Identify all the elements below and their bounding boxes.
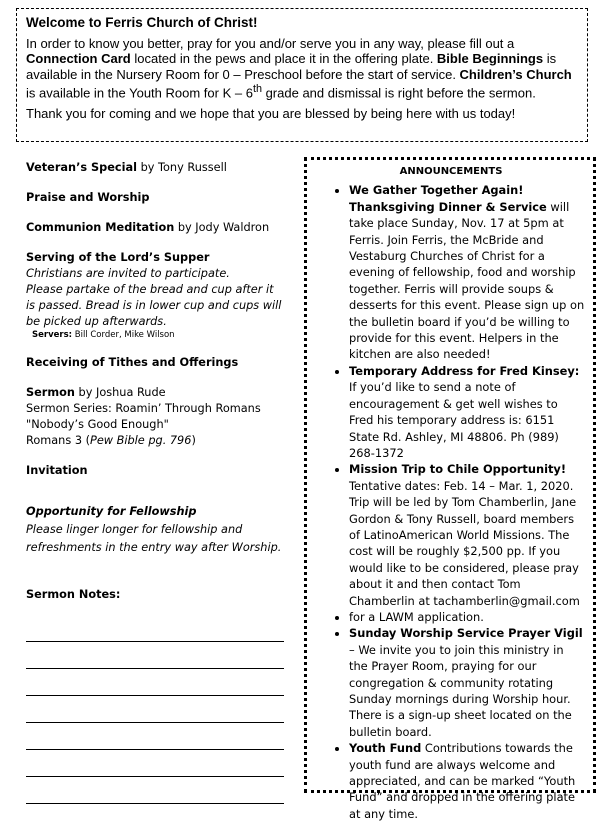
welcome-box [16, 8, 588, 142]
announcement-thanksgiving: • We Gather Together Again! Thanksgiving Dinner & Service will take place Sunday, Nov. 17 at 5pm at Ferris. Join Ferris, the McBride and Vestaburg Churches of Christ for a evening of fellowship, food and worship together. Ferris will provide soups & desserts for this event. Please sign up on the bulletin board if you’d be willing to provide for this event. Helpers in the kitchen are also needed! [349, 182, 585, 362]
lords-supper [26, 250, 284, 341]
sermon-series: Sermon Series: Roamin’ Through Romans [26, 402, 261, 415]
fellowship-text: Please linger longer for fellowship and refreshments in the entry way after Worship. [26, 523, 282, 554]
note-line [26, 750, 284, 777]
communion-meditation: Communion Meditation by Jody Waldron [26, 221, 270, 234]
announcement-lawm: • for a LAWM application. [349, 609, 585, 625]
scripture: Romans 3 (Pew Bible pg. 796) [26, 434, 196, 447]
welcome-paragraph: In order to know you better, pray for you and/or serve you in any way, please fill out a Connection Card located in the pews and place it in the offering plate. Bible Beginnings is available in the Nursery Room for 0 – Preschool before the start of service. Children’s Church is available in the Youth Room for K – 6th grade and dismissal is right before the sermon. [26, 35, 572, 101]
sermon-notes [26, 587, 284, 804]
note-line [26, 777, 284, 804]
sermon-title: "Nobody’s Good Enough" [26, 418, 169, 431]
announcements-heading: ANNOUNCEMENTS [399, 166, 503, 177]
announcement-youth-fund: • Youth Fund Contributions towards the youth fund are always welcome and appreciated, and can be marked “Youth Fund” and dropped in the offering plate at any time. [349, 740, 585, 822]
veterans-special: Veteran’s Special by Tony Russell [26, 161, 227, 174]
bible-beginnings-label: Bible Beginnings [436, 51, 544, 67]
announcement-prayer-vigil: • Sunday Worship Service Prayer Vigil – We invite you to join this ministry in the Prayer Room, praying for our congregation & community rotating Sunday mornings during Worship hour. There is a sign-up sheet located on the bulletin board. [349, 625, 585, 740]
invitation: Invitation [26, 464, 88, 477]
announcement-mission-trip: • Mission Trip to Chile Opportunity! Tentative dates: Feb. 14 – Mar. 1, 2020. Trip will be led by Tom Chamberlin, Jane Gordon & Tony Russell, board members of LatinoAmerican World Missions. The cost will be roughly $2,500 pp. If you would like to be considered, please pray about it and then contact Tom Chamberlin at tachamberlin@gmail.com [349, 461, 585, 609]
note-line [26, 669, 284, 696]
supper-title: Serving of the Lord’s Supper [26, 251, 210, 264]
tithes-offerings: Receiving of Tithes and Offerings [26, 356, 239, 369]
childrens-church-label: Children’s Church [459, 66, 572, 82]
welcome-thanks: Thank you for coming and we hope that you are blessed by being here with us today! [26, 106, 516, 122]
note-line [26, 642, 284, 669]
note-line [26, 723, 284, 750]
praise-and-worship: Praise and Worship [26, 191, 150, 204]
note-line [26, 696, 284, 723]
announcements-box [304, 157, 596, 821]
sermon: Sermon by Joshua Rude Sermon Series: Roamin’ Through Romans "Nobody’s Good Enough" Romans 3 (Pew Bible pg. 796) [26, 385, 284, 449]
order-of-worship [26, 160, 284, 804]
supper-instructions: Please partake of the bread and cup after it is passed. Bread is in lower cup and cups will be picked up afterwards. [26, 283, 282, 328]
announcements-list [317, 182, 585, 822]
fellowship [26, 503, 284, 557]
servers: Servers: Bill Corder, Mike Wilson [32, 330, 175, 340]
note-line [26, 615, 284, 642]
welcome-title: Welcome to Ferris Church of Christ! [26, 15, 258, 30]
supper-invite: Christians are invited to participate. [26, 267, 230, 280]
connection-card-label: Connection Card [26, 51, 131, 67]
sermon-notes-title: Sermon Notes: [26, 588, 121, 601]
announcement-fred-kinsey: • Temporary Address for Fred Kinsey: If you’d like to send a note of encouragement & get well wishes to Fred his temporary address is: 6151 State Rd. Ashley, MI 48806. Ph (989) 268-1372 [349, 363, 585, 461]
fellowship-title: Opportunity for Fellowship [26, 505, 197, 518]
